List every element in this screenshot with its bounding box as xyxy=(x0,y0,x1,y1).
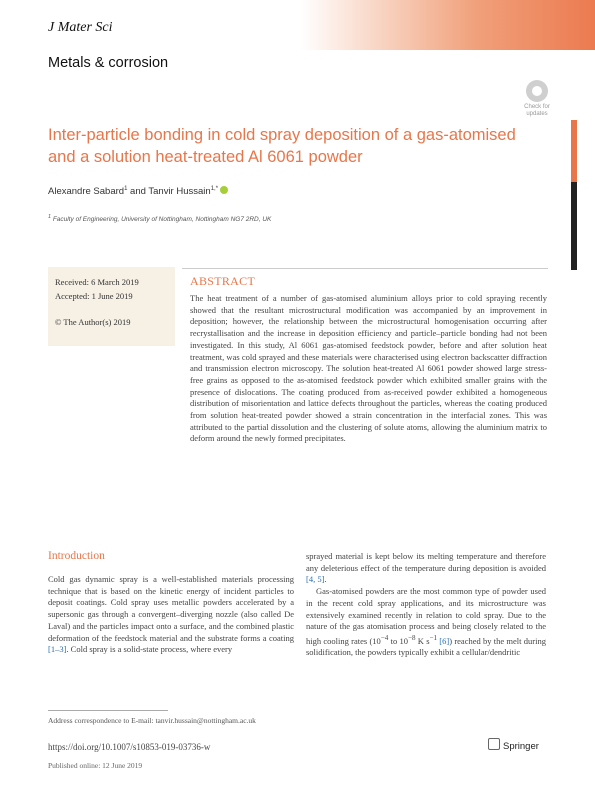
author-separator: and xyxy=(127,186,149,198)
publisher-name: Springer xyxy=(503,741,539,752)
body-text: ) reached by the melt during solidification, the powders typically exhibit a cellular/dendritic xyxy=(306,635,546,658)
paragraph xyxy=(306,551,546,586)
footnote-divider xyxy=(48,710,168,711)
published-date: Published online: 12 June 2019 xyxy=(48,761,143,770)
publisher-logo xyxy=(488,738,539,752)
section-label: Metals & corrosion xyxy=(48,55,169,71)
orcid-icon[interactable] xyxy=(220,186,228,194)
crossmark-icon xyxy=(526,80,548,102)
author-affil-marker: 1 xyxy=(124,186,128,192)
superscript: −1 xyxy=(429,633,438,642)
side-accent-bar xyxy=(571,120,577,182)
springer-horse-icon xyxy=(488,738,500,750)
crossmark-badge[interactable] xyxy=(516,80,558,118)
received-date: Received: 6 March 2019 xyxy=(55,277,139,287)
superscript: −4 xyxy=(380,633,389,642)
author-list xyxy=(48,186,228,197)
body-text: . Cold spray is a solid-state process, where every xyxy=(66,644,233,655)
affiliation xyxy=(48,214,271,223)
body-column-left xyxy=(48,574,294,656)
paragraph xyxy=(306,586,546,659)
journal-name: J Mater Sci xyxy=(48,20,113,35)
author-name[interactable]: Tanvir Hussain xyxy=(148,186,211,198)
body-text: to 10 xyxy=(388,635,408,646)
citation-link[interactable]: [6] xyxy=(437,635,450,646)
side-dark-bar xyxy=(571,182,577,270)
body-text: Gas-atomised powders are the most common type of powder used in the recent cold spray applications, and its microstructure was extensively examined recently in relation to cold spray. Due to the nature of the gas atomisation process and being closely related to the high cooling rates (10 xyxy=(306,586,546,646)
citation-link[interactable]: [1–3] xyxy=(48,644,67,655)
body-text: sprayed material is kept below its melting temperature and therefore any deleterious effect of the temperature during deposition is avoided xyxy=(306,551,546,573)
body-column-right xyxy=(306,551,546,659)
doi-link[interactable]: https://doi.org/10.1007/s10853-019-03736-w xyxy=(48,742,211,752)
crossmark-label: Check for updates xyxy=(524,104,550,117)
affiliation-text: Faculty of Engineering, University of Nottingham, Nottingham NG7 2RD, UK xyxy=(52,216,272,224)
header-gradient-band xyxy=(300,0,595,50)
article-title: Inter-particle bonding in cold spray deposition of a gas-atomised and a solution heat-treated Al 6061 powder xyxy=(48,126,516,166)
superscript: −8 xyxy=(407,633,416,642)
body-text: Cold gas dynamic spray is a well-established materials processing technique that is based on the kinetic energy of incident particles to deposit coatings. Cold spray uses metallic powders accelerated by a supersonic gas through a convergent–diverging nozzle (also called De Laval) and the particles impact onto a surface, and the combined plastic deformation of the feedstock material and the substrate forms a coating xyxy=(48,574,294,643)
author-affil-marker: 1,* xyxy=(210,186,219,192)
body-text: K s xyxy=(415,635,430,646)
affil-marker: 1 xyxy=(48,214,52,220)
citation-link[interactable]: [4, 5] xyxy=(306,574,325,585)
body-text: . xyxy=(324,574,327,585)
correspondence-address: Address correspondence to E-mail: tanvir.hussain@nottingham.ac.uk xyxy=(48,716,256,725)
introduction-heading: Introduction xyxy=(48,550,105,562)
accepted-date: Accepted: 1 June 2019 xyxy=(55,291,133,301)
article-history-box xyxy=(48,267,175,346)
abstract-text: The heat treatment of a number of gas-atomised aluminium alloys prior to cold spraying recently showed that the resultant microstructural modification was accompanied by an improvement in deposition; however, the relationship between the microstructural homogenisation occurring after recrystallisation and the increase in deposition efficiency and particle–particle bonding had not been investigated. In this study, Al 6061 gas-atomised feedstock powder, before and after solution heat treatment, was cold sprayed and these materials were characterised using electron backscatter diffraction and transmission electron microscopy. The solution heat-treated Al 6061 powder showed large stress-free grains as opposed to the as-atomised feedstock powder which exhibited smaller grains with the presence of dislocations. The coating produced from as-received powder exhibited a homogeneous distribution of misorientation and lattice defects throughout the particles, whereas the coating produced from solution heat-treated powder showed a strain concentration in the interfacial zones. This was attributed to the partial dissolution and the clustering of solute atoms, allowing the aluminium matrix to deform around the newly formed precipitates. xyxy=(190,293,547,444)
author-name[interactable]: Alexandre Sabard xyxy=(48,186,125,198)
abstract-divider xyxy=(182,268,548,269)
copyright-notice: © The Author(s) 2019 xyxy=(55,317,131,327)
abstract-heading: ABSTRACT xyxy=(190,274,256,288)
